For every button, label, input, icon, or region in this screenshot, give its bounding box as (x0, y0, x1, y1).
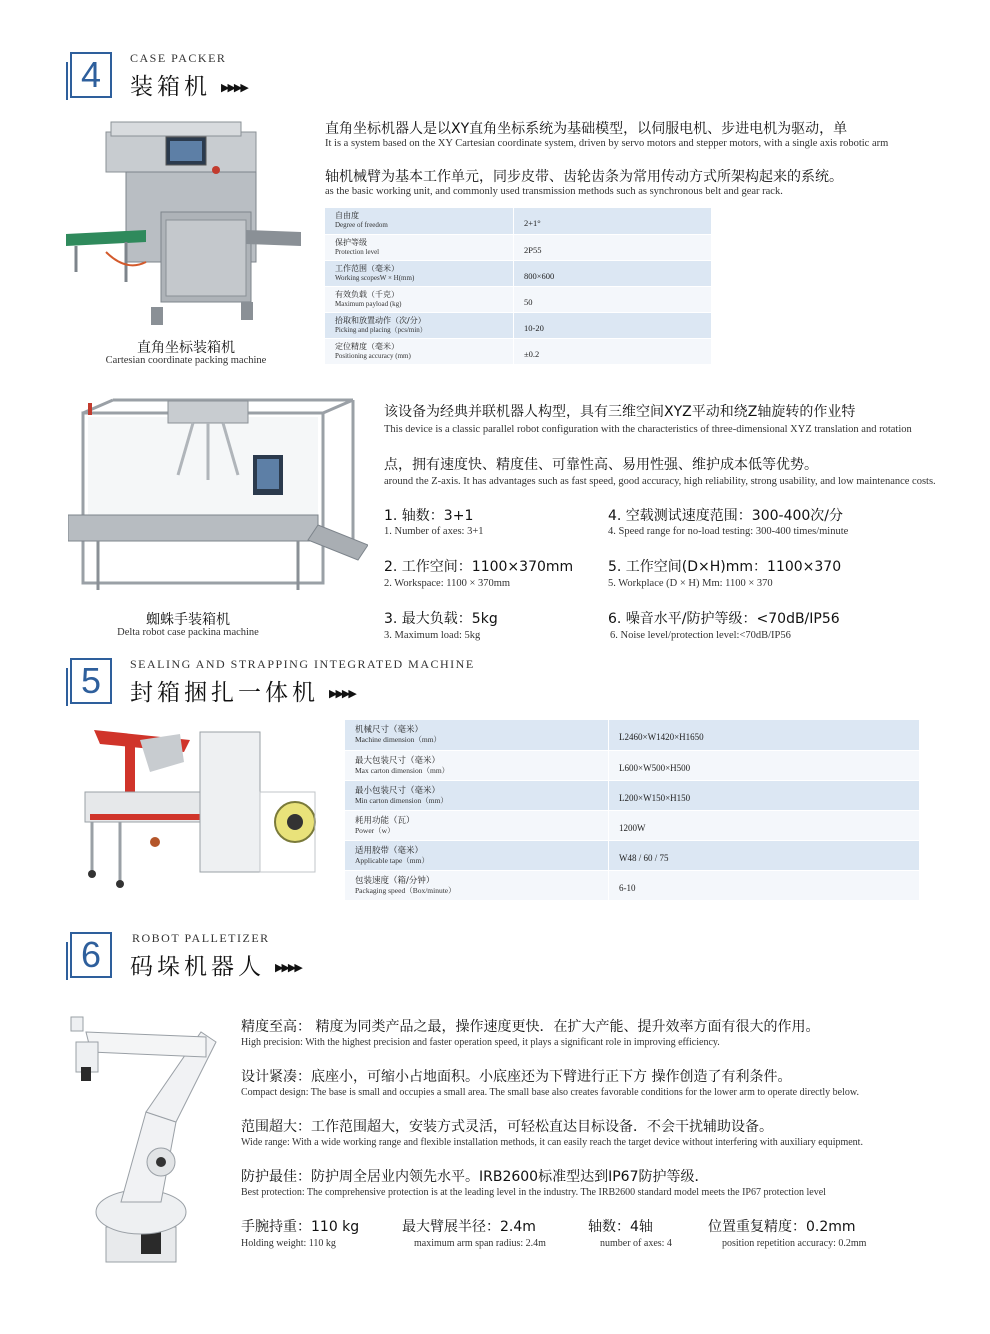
intro-line-2-en: as the basic working unit, and commonly used transmission methods such as synchronous belt and gear rack. (325, 186, 783, 197)
spec-label-zh: 耗用功能（瓦） (355, 815, 415, 826)
spec-value (609, 780, 920, 810)
spec-label-zh: 工作范围（毫米） (335, 263, 399, 273)
palletizer-stat-zh: 最大臂展半径：2.4m (402, 1219, 536, 1235)
table-row (345, 780, 919, 810)
spec-label (325, 208, 514, 234)
spec-value-text: 2P55 (524, 244, 542, 255)
section-5-title-cn (130, 674, 355, 707)
spec-value (514, 208, 712, 234)
machine-1-caption-zh: 直角坐标装箱机 (137, 340, 235, 356)
table-row (325, 234, 711, 260)
spec-label-en: Protection level (335, 247, 380, 256)
delta-intro-line-2-en: around the Z-axis. It has advantages such as fast speed, good accuracy, high reliability, strong usability, and low maintenance costs. (384, 476, 936, 487)
spec-label-zh: 机械尺寸（毫米） (355, 725, 424, 736)
section-6-title-en: ROBOT PALLETIZER (132, 931, 270, 945)
spec-value (514, 260, 712, 286)
spec-label (325, 260, 514, 286)
spec-label (345, 780, 609, 810)
spec-label-en: Degree of freedom (335, 221, 388, 230)
arrow-icons: ▶▶▶▶ (221, 81, 247, 94)
table-row (345, 840, 919, 870)
spec-label-zh: 有效负载（千克） (335, 289, 399, 299)
spec-value-text: L600×W500×H500 (619, 762, 691, 773)
spec-label-en: Machine dimension（mm） (355, 735, 442, 745)
palletizer-stat-en: position repetition accuracy: 0.2mm (722, 1238, 867, 1249)
intro-line-1-zh: 直角坐标机器人是以XY直角坐标系统为基础模型，以伺服电机、步进电机为驱动，单 (325, 121, 848, 137)
delta-feature-en: 3. Maximum load: 5kg (384, 630, 481, 641)
spec-label (325, 312, 514, 338)
intro-line-1-en: It is a system based on the XY Cartesian coordinate system, driven by servo motors and stepper motors, with a single axis robotic arm (325, 138, 889, 149)
section-5-title-en: SEALING AND STRAPPING INTEGRATED MACHINE (130, 657, 475, 671)
palletizer-feature-zh: 范围超大：工作范围超大，安装方式灵活，可轻松直达目标设备．不会干扰辅助设备。 (241, 1119, 773, 1135)
section-4-title-cn (130, 68, 247, 101)
intro-line-2-zh: 轴机械臂为基本工作单元，同步皮带、齿轮齿条为常用传动方式所架构起来的系统。 (325, 169, 843, 185)
table-row (325, 286, 711, 312)
spec-value-text: ±0.2 (524, 348, 540, 359)
delta-feature-en: 4. Speed range for no-load testing: 300-400 times/minute (608, 526, 849, 537)
arrow-icons: ▶▶▶▶ (275, 961, 301, 974)
spec-label-zh: 最小包装尺寸（毫米） (355, 785, 441, 796)
machine-2-caption-en: Delta robot case packina machine (117, 627, 259, 638)
delta-feature-zh: 2. 工作空间：1100×370mm (384, 559, 574, 575)
palletizer-feature-zh: 精度至高： 精度为同类产品之最，操作速度更快．在扩大产能、提升效率方面有很大的作用。 (241, 1019, 820, 1035)
table-row (325, 312, 711, 338)
palletizer-feature-en: Best protection: The comprehensive protection is at the leading level in the industry. The IRB2600 standard model meets the IP67 protection level (241, 1187, 826, 1198)
spec-value (609, 870, 920, 900)
palletizer-feature-en: High precision: With the highest precision and faster operation speed, it plays a significant role in improving efficiency. (241, 1037, 720, 1048)
spec-label-en: Max carton dimension（mm） (355, 765, 450, 775)
spec-label-en: Packaging speed（Box/minute） (355, 885, 456, 895)
spec-label (325, 338, 514, 364)
palletizer-feature-en: Compact design: The base is small and occupies a small area. The small base also creates favorable conditions for the lower arm to operate directly below. (241, 1087, 859, 1098)
spec-label-zh: 拾取和放置动作（次/分） (335, 315, 426, 325)
spec-label (345, 720, 609, 750)
spec-label (345, 810, 609, 840)
spec-value (514, 338, 712, 364)
palletizing-robot-image (66, 1012, 226, 1267)
section-5-number-badge: 5 (70, 658, 112, 704)
section-6-number-badge: 6 (70, 932, 112, 978)
spec-label-en: Positioning accuracy (mm) (335, 351, 411, 360)
spec-value-text: L200×W150×H150 (619, 792, 691, 803)
arrow-icons: ▶▶▶▶ (329, 687, 355, 700)
delta-feature-zh: 1. 轴数：3+1 (384, 508, 474, 524)
machine-1-caption-en: Cartesian coordinate packing machine (105, 355, 267, 366)
spec-value-text: 6-10 (619, 882, 636, 893)
spec-label (325, 286, 514, 312)
spec-value (609, 720, 920, 750)
spec-value-text: W48 / 60 / 75 (619, 852, 669, 863)
spec-label (345, 870, 609, 900)
case-packer-spec-table (325, 208, 711, 365)
spec-value (514, 312, 712, 338)
delta-feature-zh: 5. 工作空间(D×H)mm：1100×370 (608, 559, 842, 575)
spec-value (609, 840, 920, 870)
delta-feature-zh: 4. 空载测试速度范围：300-400次/分 (608, 508, 844, 524)
table-row (325, 208, 711, 234)
spec-value-text: 50 (524, 296, 533, 307)
delta-feature-en: 1. Number of axes: 3+1 (384, 526, 484, 537)
section-6-title-text: 码垛机器人 (130, 954, 265, 980)
delta-intro-line-1-en: This device is a classic parallel robot configuration with the characteristics of three-dimensional XYZ translation and rotation (384, 424, 912, 435)
delta-intro-line-1-zh: 该设备为经典并联机器人构型，具有三维空间XYZ平动和绕Z轴旋转的作业特 (384, 404, 856, 420)
spec-value-text: L2460×W1420×H1650 (619, 732, 704, 743)
spec-value (609, 810, 920, 840)
delta-feature-en: 6. Noise level/protection level:<70dB/IP56 (610, 630, 791, 641)
palletizer-feature-en: Wide range: With a wide working range and flexible installation methods, it can easily reach the target device without interfering with auxiliary equipment. (241, 1137, 863, 1148)
table-row (345, 720, 919, 750)
spec-label-zh: 保护等级 (335, 237, 367, 247)
spec-label-zh: 包装速度（箱/分钟） (355, 875, 435, 886)
palletizer-stat-zh: 手腕持重：110 kg (241, 1219, 360, 1235)
spec-label-zh: 定位精度（毫米） (335, 341, 399, 351)
delta-feature-zh: 6. 噪音水平/防护等级：<70dB/IP56 (608, 611, 840, 627)
section-4-title-en: CASE PACKER (130, 51, 227, 65)
sealing-strapping-machine-image (80, 722, 320, 890)
spec-value (514, 234, 712, 260)
palletizer-stat-en: maximum arm span radius: 2.4m (414, 1238, 546, 1249)
spec-label-en: Power（w） (355, 825, 395, 835)
spec-value (514, 286, 712, 312)
delta-feature-en: 5. Workplace (D × H) Mm: 1100 × 370 (608, 578, 773, 589)
spec-label-en: Picking and placing（pcs/min） (335, 325, 427, 334)
palletizer-feature-zh: 防护最佳：防护周全居业内领先水平。IRB2600标准型达到IP67防护等级． (241, 1169, 709, 1185)
table-row (325, 260, 711, 286)
delta-feature-en: 2. Workspace: 1100 × 370mm (384, 578, 511, 589)
section-4-number-badge: 4 (70, 52, 112, 98)
delta-feature-zh: 3. 最大负载：5kg (384, 611, 498, 627)
spec-label-en: Applicable tape（mm） (355, 855, 429, 865)
spec-label-zh: 最大包装尺寸（毫米） (355, 755, 441, 766)
spec-value-text: 10-20 (524, 322, 544, 333)
palletizer-feature-zh: 设计紧凑：底座小，可缩小占地面积。小底座还为下臂进行正下方 操作创造了有利条件。 (241, 1069, 792, 1085)
spec-label-en: Working scopesW × H(mm) (335, 273, 415, 282)
palletizer-stat-en: number of axes: 4 (600, 1238, 672, 1249)
spec-value-text: 1200W (619, 822, 646, 833)
palletizer-stat-zh: 位置重复精度：0.2mm (708, 1219, 856, 1235)
spec-label (345, 840, 609, 870)
machine-2-caption-zh: 蜘蛛手装箱机 (146, 612, 230, 628)
delta-robot-packing-machine-image (68, 395, 368, 607)
section-4-title-text: 装箱机 (130, 74, 211, 100)
section-6-title-cn (130, 948, 301, 981)
spec-label-zh: 自由度 (335, 211, 359, 221)
spec-value (609, 750, 920, 780)
table-row (345, 870, 919, 900)
spec-value-text: 2+1° (524, 218, 541, 229)
table-row (325, 338, 711, 364)
delta-intro-line-2-zh: 点，拥有速度快、精度佳、可靠性高、易用性强、维护成本低等优势。 (384, 457, 818, 473)
table-row (345, 750, 919, 780)
palletizer-stat-zh: 轴数：4轴 (588, 1219, 653, 1235)
spec-value-text: 800×600 (524, 270, 555, 281)
section-5-title-text: 封箱捆扎一体机 (130, 680, 319, 706)
spec-label (325, 234, 514, 260)
spec-label-en: Min carton dimension（mm） (355, 795, 448, 805)
sealing-machine-spec-table (345, 720, 919, 901)
spec-label-zh: 适用胶带（毫米） (355, 845, 424, 856)
palletizer-stat-en: Holding weight: 110 kg (241, 1238, 336, 1249)
spec-label (345, 750, 609, 780)
cartesian-packing-machine-image (66, 112, 306, 334)
table-row (345, 810, 919, 840)
spec-label-en: Maximum payload (kg) (335, 299, 402, 308)
